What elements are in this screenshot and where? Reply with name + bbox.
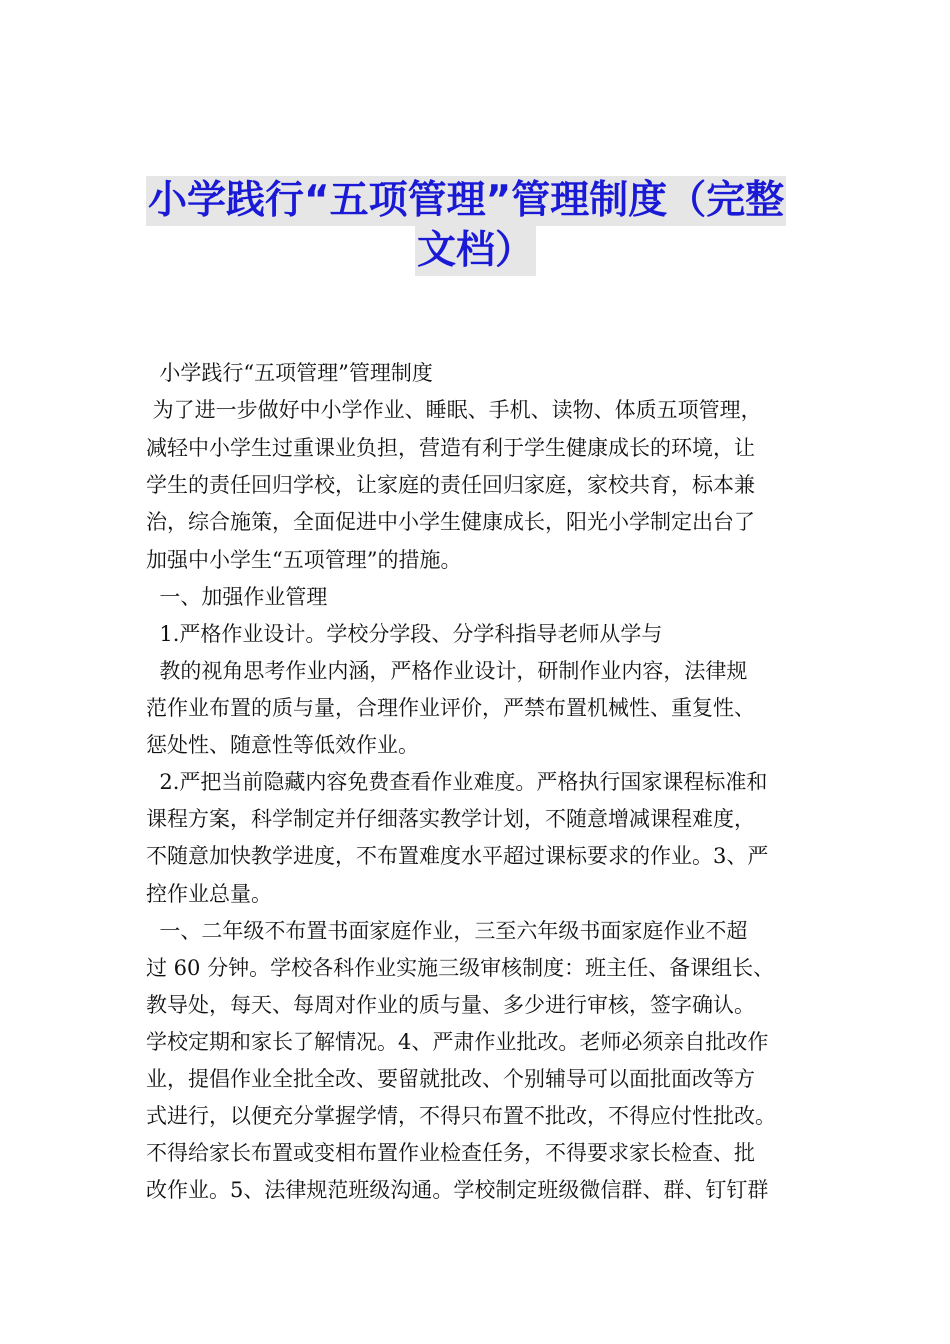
paragraph-line: 范作业布置的质与量，合理作业评价，严禁布置机械性、重复性、 <box>146 696 755 720</box>
document-title-line-1: 小学践行“五项管理”管理制度（完整 <box>146 176 786 226</box>
paragraph-line: 一、二年级不布置书面家庭作业，三至六年级书面家庭作业不超 <box>146 919 748 943</box>
paragraph-line: 业，提倡作业全批全改、要留就批改、个别辅导可以面批面改等方 <box>146 1067 755 1091</box>
paragraph-line: 教的视角思考作业内涵，严格作业设计，研制作业内容，法律规 <box>146 659 748 683</box>
paragraph-line: 小学践行“五项管理”管理制度 <box>146 361 433 385</box>
paragraph-line: 过 60 分钟。学校各科作业实施三级审核制度：班主任、备课组长、 <box>146 956 775 980</box>
paragraph-line: 减轻中小学生过重课业负担，营造有利于学生健康成长的环境，让 <box>146 436 755 460</box>
paragraph-line: 治，综合施策，全面促进中小学生健康成长，阳光小学制定出台了 <box>146 510 755 534</box>
paragraph-line: 惩处性、随意性等低效作业。 <box>146 733 419 757</box>
paragraph-line: 教导处，每天、每周对作业的质与量、多少进行审核，签字确认。 <box>146 993 755 1017</box>
paragraph-line: 一、加强作业管理 <box>146 585 328 609</box>
paragraph-line: 改作业。5、法律规范班级沟通。学校制定班级微信群、群、钉钉群 <box>146 1178 769 1202</box>
paragraph-line: 控作业总量。 <box>146 882 272 906</box>
paragraph-line: 课程方案，科学制定并仔细落实教学计划，不随意增减课程难度， <box>146 807 755 831</box>
paragraph-line: 不随意加快教学进度，不布置难度水平超过课标要求的作业。3、严 <box>146 844 769 868</box>
paragraph-line: 不得给家长布置或变相布置作业检查任务，不得要求家长检查、批 <box>146 1141 755 1165</box>
paragraph-line: 为了进一步做好中小学作业、睡眠、手机、读物、体质五项管理， <box>146 398 762 422</box>
paragraph-line: 1.严格作业设计。学校分学段、分学科指导老师从学与 <box>146 622 663 646</box>
paragraph-line: 2.严把当前隐藏内容免费查看作业难度。严格执行国家课程标准和 <box>146 770 768 794</box>
paragraph-line: 式进行，以便充分掌握学情，不得只布置不批改，不得应付性批改。 <box>146 1104 776 1128</box>
paragraph-line: 学校定期和家长了解情况。4、严肃作业批改。老师必须亲自批改作 <box>146 1030 769 1054</box>
paragraph-line: 学生的责任回归学校，让家庭的责任回归家庭，家校共育，标本兼 <box>146 473 755 497</box>
paragraph-line: 加强中小学生“五项管理”的措施。 <box>146 548 462 572</box>
document-title-line-2: 文档） <box>415 226 536 276</box>
